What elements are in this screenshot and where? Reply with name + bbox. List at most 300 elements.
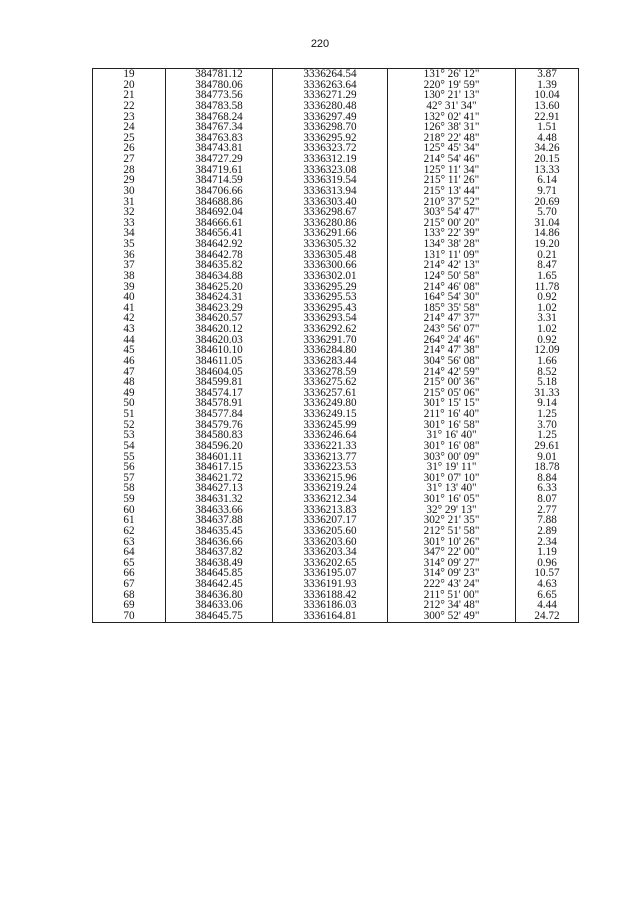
distance-cell: 1.19 xyxy=(516,547,579,558)
y-coordinate-cell: 3336305.48 xyxy=(273,250,388,261)
bearing-cell: 301° 16' 08" xyxy=(388,441,516,452)
x-coordinate-cell: 384767.34 xyxy=(166,122,273,133)
point-number-cell: 45 xyxy=(93,345,166,356)
table-row xyxy=(93,505,579,516)
distance-cell: 19.20 xyxy=(516,239,579,250)
y-coordinate-cell: 3336195.07 xyxy=(273,568,388,579)
point-number-cell: 61 xyxy=(93,515,166,526)
point-number-cell: 60 xyxy=(93,505,166,516)
table-row xyxy=(93,207,579,218)
table-row xyxy=(93,239,579,250)
table-row xyxy=(93,579,579,590)
distance-cell: 18.78 xyxy=(516,462,579,473)
x-coordinate-cell: 384636.80 xyxy=(166,590,273,601)
x-coordinate-cell: 384773.56 xyxy=(166,90,273,101)
bearing-cell: 130° 21' 13" xyxy=(388,90,516,101)
distance-cell: 1.65 xyxy=(516,271,579,282)
bearing-cell: 32° 29' 13" xyxy=(388,505,516,516)
bearing-cell: 214° 47' 37" xyxy=(388,313,516,324)
table-row xyxy=(93,483,579,494)
distance-cell: 8.47 xyxy=(516,260,579,271)
x-coordinate-cell: 384688.86 xyxy=(166,197,273,208)
bearing-cell: 218° 22' 48" xyxy=(388,133,516,144)
distance-cell: 3.31 xyxy=(516,313,579,324)
x-coordinate-cell: 384623.29 xyxy=(166,303,273,314)
bearing-cell: 31° 19' 11" xyxy=(388,462,516,473)
distance-cell: 29.61 xyxy=(516,441,579,452)
point-number-cell: 67 xyxy=(93,579,166,590)
distance-cell: 0.21 xyxy=(516,250,579,261)
table-row xyxy=(93,537,579,548)
bearing-cell: 300° 52' 49" xyxy=(388,611,516,622)
y-coordinate-cell: 3336263.64 xyxy=(273,80,388,91)
bearing-cell: 133° 22' 39" xyxy=(388,228,516,239)
point-number-cell: 39 xyxy=(93,282,166,293)
table-row xyxy=(93,282,579,293)
distance-cell: 0.92 xyxy=(516,292,579,303)
bearing-cell: 303° 00' 09" xyxy=(388,452,516,463)
point-number-cell: 33 xyxy=(93,218,166,229)
bearing-cell: 214° 47' 38" xyxy=(388,345,516,356)
table-row xyxy=(93,175,579,186)
distance-cell: 6.33 xyxy=(516,483,579,494)
point-number-cell: 20 xyxy=(93,80,166,91)
x-coordinate-cell: 384706.66 xyxy=(166,186,273,197)
point-number-cell: 50 xyxy=(93,398,166,409)
x-coordinate-cell: 384642.78 xyxy=(166,250,273,261)
y-coordinate-cell: 3336298.70 xyxy=(273,122,388,133)
bearing-cell: 220° 19' 59" xyxy=(388,80,516,91)
distance-cell: 13.60 xyxy=(516,101,579,112)
x-coordinate-cell: 384611.05 xyxy=(166,356,273,367)
y-coordinate-cell: 3336291.66 xyxy=(273,228,388,239)
table-row xyxy=(93,197,579,208)
bearing-cell: 42° 31' 34" xyxy=(388,101,516,112)
y-coordinate-cell: 3336280.48 xyxy=(273,101,388,112)
table-row xyxy=(93,558,579,569)
table-row xyxy=(93,377,579,388)
distance-cell: 3.70 xyxy=(516,420,579,431)
y-coordinate-cell: 3336300.66 xyxy=(273,260,388,271)
y-coordinate-cell: 3336223.53 xyxy=(273,462,388,473)
x-coordinate-cell: 384638.49 xyxy=(166,558,273,569)
page-number: 220 xyxy=(310,38,330,50)
table-row xyxy=(93,600,579,611)
y-coordinate-cell: 3336303.40 xyxy=(273,197,388,208)
point-number-cell: 21 xyxy=(93,90,166,101)
bearing-cell: 301° 16' 58" xyxy=(388,420,516,431)
y-coordinate-cell: 3336275.62 xyxy=(273,377,388,388)
bearing-cell: 31° 13' 40" xyxy=(388,483,516,494)
distance-cell: 1.02 xyxy=(516,303,579,314)
bearing-cell: 301° 15' 15" xyxy=(388,398,516,409)
y-coordinate-cell: 3336323.72 xyxy=(273,143,388,154)
x-coordinate-cell: 384634.88 xyxy=(166,271,273,282)
bearing-cell: 124° 50' 58" xyxy=(388,271,516,282)
distance-cell: 1.51 xyxy=(516,122,579,133)
x-coordinate-cell: 384719.61 xyxy=(166,165,273,176)
point-number-cell: 43 xyxy=(93,324,166,335)
table-row xyxy=(93,101,579,112)
distance-cell: 2.89 xyxy=(516,526,579,537)
distance-cell: 2.34 xyxy=(516,537,579,548)
y-coordinate-cell: 3336249.15 xyxy=(273,409,388,420)
table-row xyxy=(93,494,579,505)
x-coordinate-cell: 384645.85 xyxy=(166,568,273,579)
table-row xyxy=(93,80,579,91)
coordinates-table-body xyxy=(93,69,579,623)
y-coordinate-cell: 3336319.54 xyxy=(273,175,388,186)
point-number-cell: 31 xyxy=(93,197,166,208)
x-coordinate-cell: 384636.66 xyxy=(166,537,273,548)
table-row xyxy=(93,590,579,601)
bearing-cell: 214° 54' 46" xyxy=(388,154,516,165)
y-coordinate-cell: 3336264.54 xyxy=(273,69,388,80)
bearing-cell: 185° 35' 58" xyxy=(388,303,516,314)
distance-cell: 1.66 xyxy=(516,356,579,367)
distance-cell: 2.77 xyxy=(516,505,579,516)
x-coordinate-cell: 384637.88 xyxy=(166,515,273,526)
bearing-cell: 304° 56' 08" xyxy=(388,356,516,367)
y-coordinate-cell: 3336284.80 xyxy=(273,345,388,356)
x-coordinate-cell: 384621.72 xyxy=(166,473,273,484)
y-coordinate-cell: 3336213.83 xyxy=(273,505,388,516)
distance-cell: 6.14 xyxy=(516,175,579,186)
distance-cell: 5.18 xyxy=(516,377,579,388)
distance-cell: 10.57 xyxy=(516,568,579,579)
x-coordinate-cell: 384714.59 xyxy=(166,175,273,186)
x-coordinate-cell: 384624.31 xyxy=(166,292,273,303)
table-row xyxy=(93,154,579,165)
distance-cell: 11.78 xyxy=(516,282,579,293)
bearing-cell: 301° 16' 05" xyxy=(388,494,516,505)
y-coordinate-cell: 3336283.44 xyxy=(273,356,388,367)
point-number-cell: 55 xyxy=(93,452,166,463)
distance-cell: 31.33 xyxy=(516,388,579,399)
y-coordinate-cell: 3336215.96 xyxy=(273,473,388,484)
bearing-cell: 214° 42' 13" xyxy=(388,260,516,271)
point-number-cell: 30 xyxy=(93,186,166,197)
distance-cell: 1.25 xyxy=(516,409,579,420)
x-coordinate-cell: 384604.05 xyxy=(166,367,273,378)
bearing-cell: 132° 02' 41" xyxy=(388,112,516,123)
distance-cell: 24.72 xyxy=(516,611,579,622)
table-row xyxy=(93,441,579,452)
table-row xyxy=(93,409,579,420)
x-coordinate-cell: 384625.20 xyxy=(166,282,273,293)
y-coordinate-cell: 3336313.94 xyxy=(273,186,388,197)
x-coordinate-cell: 384610.10 xyxy=(166,345,273,356)
table-row xyxy=(93,250,579,261)
distance-cell: 22.91 xyxy=(516,112,579,123)
distance-cell: 20.69 xyxy=(516,197,579,208)
bearing-cell: 125° 45' 34" xyxy=(388,143,516,154)
distance-cell: 8.52 xyxy=(516,367,579,378)
y-coordinate-cell: 3336164.81 xyxy=(273,611,388,622)
bearing-cell: 212° 51' 58" xyxy=(388,526,516,537)
y-coordinate-cell: 3336191.93 xyxy=(273,579,388,590)
distance-cell: 0.92 xyxy=(516,335,579,346)
y-coordinate-cell: 3336203.34 xyxy=(273,547,388,558)
y-coordinate-cell: 3336246.64 xyxy=(273,430,388,441)
table-row xyxy=(93,271,579,282)
x-coordinate-cell: 384627.13 xyxy=(166,483,273,494)
x-coordinate-cell: 384635.82 xyxy=(166,260,273,271)
distance-cell: 0.96 xyxy=(516,558,579,569)
distance-cell: 14.86 xyxy=(516,228,579,239)
distance-cell: 8.07 xyxy=(516,494,579,505)
y-coordinate-cell: 3336212.34 xyxy=(273,494,388,505)
bearing-cell: 302° 21' 35" xyxy=(388,515,516,526)
point-number-cell: 42 xyxy=(93,313,166,324)
table-row xyxy=(93,356,579,367)
bearing-cell: 243° 56' 07" xyxy=(388,324,516,335)
point-number-cell: 65 xyxy=(93,558,166,569)
bearing-cell: 215° 11' 26" xyxy=(388,175,516,186)
bearing-cell: 31° 16' 40" xyxy=(388,430,516,441)
point-number-cell: 69 xyxy=(93,600,166,611)
point-number-cell: 23 xyxy=(93,112,166,123)
bearing-cell: 212° 34' 48" xyxy=(388,600,516,611)
x-coordinate-cell: 384645.75 xyxy=(166,611,273,622)
y-coordinate-cell: 3336188.42 xyxy=(273,590,388,601)
point-number-cell: 59 xyxy=(93,494,166,505)
table-row xyxy=(93,303,579,314)
x-coordinate-cell: 384781.12 xyxy=(166,69,273,80)
x-coordinate-cell: 384642.45 xyxy=(166,579,273,590)
x-coordinate-cell: 384768.24 xyxy=(166,112,273,123)
distance-cell: 4.44 xyxy=(516,600,579,611)
distance-cell: 20.15 xyxy=(516,154,579,165)
point-number-cell: 66 xyxy=(93,568,166,579)
table-row xyxy=(93,112,579,123)
distance-cell: 12.09 xyxy=(516,345,579,356)
bearing-cell: 210° 37' 52" xyxy=(388,197,516,208)
point-number-cell: 29 xyxy=(93,175,166,186)
bearing-cell: 301° 10' 26" xyxy=(388,537,516,548)
y-coordinate-cell: 3336297.49 xyxy=(273,112,388,123)
x-coordinate-cell: 384666.61 xyxy=(166,218,273,229)
table-row xyxy=(93,133,579,144)
point-number-cell: 56 xyxy=(93,462,166,473)
bearing-cell: 314° 09' 23" xyxy=(388,568,516,579)
point-number-cell: 64 xyxy=(93,547,166,558)
distance-cell: 9.01 xyxy=(516,452,579,463)
distance-cell: 7.88 xyxy=(516,515,579,526)
x-coordinate-cell: 384631.32 xyxy=(166,494,273,505)
point-number-cell: 63 xyxy=(93,537,166,548)
point-number-cell: 19 xyxy=(93,69,166,80)
x-coordinate-cell: 384579.76 xyxy=(166,420,273,431)
bearing-cell: 134° 38' 28" xyxy=(388,239,516,250)
bearing-cell: 211° 16' 40" xyxy=(388,409,516,420)
table-row xyxy=(93,186,579,197)
y-coordinate-cell: 3336305.32 xyxy=(273,239,388,250)
y-coordinate-cell: 3336205.60 xyxy=(273,526,388,537)
distance-cell: 1.25 xyxy=(516,430,579,441)
table-row xyxy=(93,420,579,431)
bearing-cell: 264° 24' 46" xyxy=(388,335,516,346)
point-number-cell: 62 xyxy=(93,526,166,537)
table-row xyxy=(93,526,579,537)
bearing-cell: 211° 51' 00" xyxy=(388,590,516,601)
point-number-cell: 47 xyxy=(93,367,166,378)
distance-cell: 10.04 xyxy=(516,90,579,101)
y-coordinate-cell: 3336207.17 xyxy=(273,515,388,526)
x-coordinate-cell: 384635.45 xyxy=(166,526,273,537)
x-coordinate-cell: 384763.83 xyxy=(166,133,273,144)
y-coordinate-cell: 3336219.24 xyxy=(273,483,388,494)
bearing-cell: 314° 09' 27" xyxy=(388,558,516,569)
bearing-cell: 222° 43' 24" xyxy=(388,579,516,590)
x-coordinate-cell: 384783.58 xyxy=(166,101,273,112)
y-coordinate-cell: 3336202.65 xyxy=(273,558,388,569)
x-coordinate-cell: 384620.12 xyxy=(166,324,273,335)
bearing-cell: 131° 11' 09" xyxy=(388,250,516,261)
bearing-cell: 347° 22' 00" xyxy=(388,547,516,558)
point-number-cell: 41 xyxy=(93,303,166,314)
coordinates-table xyxy=(92,68,579,623)
point-number-cell: 35 xyxy=(93,239,166,250)
bearing-cell: 301° 07' 10" xyxy=(388,473,516,484)
distance-cell: 9.71 xyxy=(516,186,579,197)
x-coordinate-cell: 384620.57 xyxy=(166,313,273,324)
table-row xyxy=(93,345,579,356)
x-coordinate-cell: 384727.29 xyxy=(166,154,273,165)
table-row xyxy=(93,367,579,378)
bearing-cell: 303° 54' 47" xyxy=(388,207,516,218)
y-coordinate-cell: 3336291.70 xyxy=(273,335,388,346)
x-coordinate-cell: 384580.83 xyxy=(166,430,273,441)
x-coordinate-cell: 384656.41 xyxy=(166,228,273,239)
table-row xyxy=(93,260,579,271)
distance-cell: 4.48 xyxy=(516,133,579,144)
distance-cell: 4.63 xyxy=(516,579,579,590)
y-coordinate-cell: 3336292.62 xyxy=(273,324,388,335)
point-number-cell: 40 xyxy=(93,292,166,303)
y-coordinate-cell: 3336302.01 xyxy=(273,271,388,282)
y-coordinate-cell: 3336249.80 xyxy=(273,398,388,409)
point-number-cell: 68 xyxy=(93,590,166,601)
distance-cell: 6.65 xyxy=(516,590,579,601)
x-coordinate-cell: 384637.82 xyxy=(166,547,273,558)
y-coordinate-cell: 3336213.77 xyxy=(273,452,388,463)
bearing-cell: 131° 26' 12" xyxy=(388,69,516,80)
table-row xyxy=(93,335,579,346)
y-coordinate-cell: 3336293.54 xyxy=(273,313,388,324)
table-row xyxy=(93,122,579,133)
table-row xyxy=(93,313,579,324)
point-number-cell: 52 xyxy=(93,420,166,431)
point-number-cell: 48 xyxy=(93,377,166,388)
point-number-cell: 57 xyxy=(93,473,166,484)
point-number-cell: 22 xyxy=(93,101,166,112)
table-row xyxy=(93,388,579,399)
y-coordinate-cell: 3336312.19 xyxy=(273,154,388,165)
table-row xyxy=(93,324,579,335)
distance-cell: 3.87 xyxy=(516,69,579,80)
point-number-cell: 34 xyxy=(93,228,166,239)
bearing-cell: 126° 38' 31" xyxy=(388,122,516,133)
distance-cell: 31.04 xyxy=(516,218,579,229)
point-number-cell: 28 xyxy=(93,165,166,176)
y-coordinate-cell: 3336295.92 xyxy=(273,133,388,144)
distance-cell: 1.39 xyxy=(516,80,579,91)
y-coordinate-cell: 3336298.67 xyxy=(273,207,388,218)
point-number-cell: 24 xyxy=(93,122,166,133)
point-number-cell: 49 xyxy=(93,388,166,399)
y-coordinate-cell: 3336280.86 xyxy=(273,218,388,229)
table-row xyxy=(93,218,579,229)
point-number-cell: 51 xyxy=(93,409,166,420)
point-number-cell: 25 xyxy=(93,133,166,144)
distance-cell: 5.70 xyxy=(516,207,579,218)
point-number-cell: 46 xyxy=(93,356,166,367)
point-number-cell: 37 xyxy=(93,260,166,271)
point-number-cell: 36 xyxy=(93,250,166,261)
y-coordinate-cell: 3336203.60 xyxy=(273,537,388,548)
table-row xyxy=(93,611,579,622)
table-row xyxy=(93,398,579,409)
table-row xyxy=(93,452,579,463)
bearing-cell: 215° 00' 36" xyxy=(388,377,516,388)
distance-cell: 8.84 xyxy=(516,473,579,484)
bearing-cell: 164° 54' 30" xyxy=(388,292,516,303)
bearing-cell: 214° 42' 59" xyxy=(388,367,516,378)
point-number-cell: 54 xyxy=(93,441,166,452)
distance-cell: 1.02 xyxy=(516,324,579,335)
distance-cell: 34.26 xyxy=(516,143,579,154)
table-row xyxy=(93,568,579,579)
bearing-cell: 215° 00' 20" xyxy=(388,218,516,229)
table-row xyxy=(93,228,579,239)
bearing-cell: 215° 05' 06" xyxy=(388,388,516,399)
table-row xyxy=(93,462,579,473)
y-coordinate-cell: 3336295.43 xyxy=(273,303,388,314)
y-coordinate-cell: 3336271.29 xyxy=(273,90,388,101)
x-coordinate-cell: 384578.91 xyxy=(166,398,273,409)
table-row xyxy=(93,430,579,441)
table-row xyxy=(93,547,579,558)
table-row xyxy=(93,90,579,101)
x-coordinate-cell: 384599.81 xyxy=(166,377,273,388)
x-coordinate-cell: 384596.20 xyxy=(166,441,273,452)
point-number-cell: 38 xyxy=(93,271,166,282)
x-coordinate-cell: 384617.15 xyxy=(166,462,273,473)
y-coordinate-cell: 3336278.59 xyxy=(273,367,388,378)
y-coordinate-cell: 3336323.08 xyxy=(273,165,388,176)
y-coordinate-cell: 3336295.53 xyxy=(273,292,388,303)
y-coordinate-cell: 3336221.33 xyxy=(273,441,388,452)
point-number-cell: 32 xyxy=(93,207,166,218)
point-number-cell: 70 xyxy=(93,611,166,622)
x-coordinate-cell: 384601.11 xyxy=(166,452,273,463)
x-coordinate-cell: 384633.66 xyxy=(166,505,273,516)
point-number-cell: 58 xyxy=(93,483,166,494)
distance-cell: 13.33 xyxy=(516,165,579,176)
y-coordinate-cell: 3336257.61 xyxy=(273,388,388,399)
table-row xyxy=(93,473,579,484)
x-coordinate-cell: 384642.92 xyxy=(166,239,273,250)
bearing-cell: 215° 13' 44" xyxy=(388,186,516,197)
y-coordinate-cell: 3336295.29 xyxy=(273,282,388,293)
x-coordinate-cell: 384692.04 xyxy=(166,207,273,218)
point-number-cell: 44 xyxy=(93,335,166,346)
bearing-cell: 214° 46' 08" xyxy=(388,282,516,293)
distance-cell: 9.14 xyxy=(516,398,579,409)
y-coordinate-cell: 3336245.99 xyxy=(273,420,388,431)
table-row xyxy=(93,515,579,526)
